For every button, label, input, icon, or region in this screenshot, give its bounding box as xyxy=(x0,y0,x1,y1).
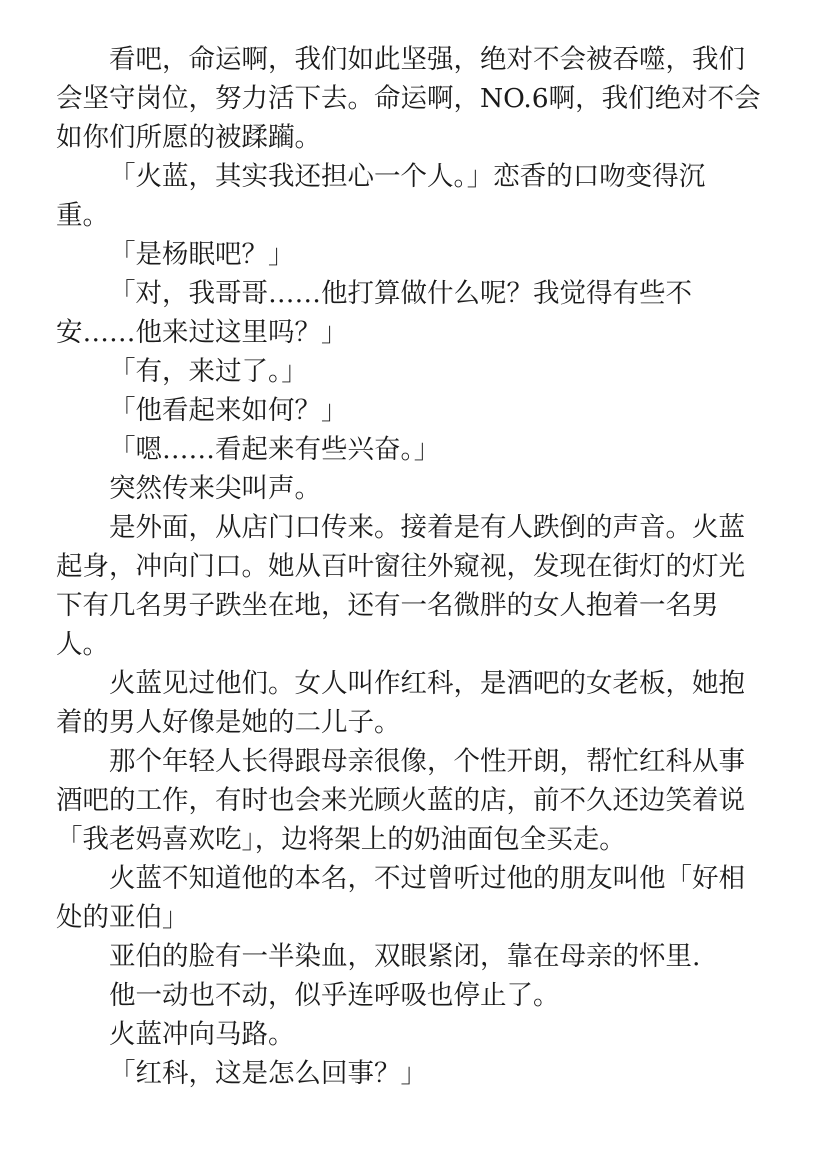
text-line: 「对，我哥哥……他打算做什么呢？我觉得有些不 xyxy=(109,278,692,309)
text-line: 「他看起来如何？」 xyxy=(109,395,348,426)
paragraph xyxy=(56,664,756,742)
page-body xyxy=(56,40,761,1093)
text-line: 处的亚伯」 xyxy=(56,902,189,933)
text-line: 是外面，从店门口传来。接着是有人跌倒的声音。火蓝 xyxy=(109,512,745,543)
text-line: 着的男人好像是她的二儿子。 xyxy=(56,707,401,738)
paragraph xyxy=(56,508,756,664)
paragraph xyxy=(56,157,756,235)
text-line: 安……他来过这里吗？」 xyxy=(56,317,348,348)
text-line: 亚伯的脸有一半染血，双眼紧闭，靠在母亲的怀里. xyxy=(109,941,701,972)
text-line: 重。 xyxy=(56,200,109,231)
text-line: 如你们所愿的被蹂躏。 xyxy=(56,122,321,153)
paragraph xyxy=(56,40,761,157)
text-line: 火蓝见过他们。女人叫作红科，是酒吧的女老板，她抱 xyxy=(109,668,745,699)
text-line: 火蓝不知道他的本名，不过曾听过他的朋友叫他「好相 xyxy=(109,863,745,894)
text-line: 看吧，命运啊，我们如此坚强，绝对不会被吞噬，我们 xyxy=(109,44,745,75)
paragraph xyxy=(56,742,756,859)
text-line: 起身，冲向门口。她从百叶窗往外窥视，发现在街灯的灯光 xyxy=(56,551,745,582)
text-line: 会坚守岗位，努力活下去。命运啊，NO.6啊，我们绝对不会 xyxy=(56,83,761,114)
paragraph xyxy=(56,976,756,1015)
paragraph xyxy=(56,391,756,430)
text-line: 「火蓝，其实我还担心一个人。」恋香的口吻变得沉 xyxy=(109,161,706,192)
paragraph xyxy=(56,235,756,274)
text-line: 他一动也不动，似乎连呼吸也停止了。 xyxy=(109,980,560,1011)
text-line: 「是杨眠吧？」 xyxy=(109,239,295,270)
text-line: 「嗯……看起来有些兴奋。」 xyxy=(109,434,441,465)
text-line: 火蓝冲向马路。 xyxy=(109,1019,295,1050)
text-line: 人。 xyxy=(56,629,109,660)
text-line: 「有，来过了。」 xyxy=(109,356,308,387)
text-line: 那个年轻人长得跟母亲很像，个性开朗，帮忙红科从事 xyxy=(109,746,745,777)
paragraph xyxy=(56,469,756,508)
paragraph xyxy=(56,352,756,391)
text-line: 突然传来尖叫声。 xyxy=(109,473,321,504)
paragraph xyxy=(56,430,756,469)
text-line: 「我老妈喜欢吃」，边将架上的奶油面包全买走。 xyxy=(56,824,626,855)
paragraph xyxy=(56,1054,756,1093)
text-line: 「红科，这是怎么回事？」 xyxy=(109,1058,427,1089)
text-line: 酒吧的工作，有时也会来光顾火蓝的店，前不久还边笑着说 xyxy=(56,785,745,816)
text-line: 下有几名男子跌坐在地，还有一名微胖的女人抱着一名男 xyxy=(56,590,719,621)
paragraph xyxy=(56,1015,756,1054)
paragraph xyxy=(56,274,756,352)
paragraph xyxy=(56,859,756,937)
paragraph xyxy=(56,937,756,976)
